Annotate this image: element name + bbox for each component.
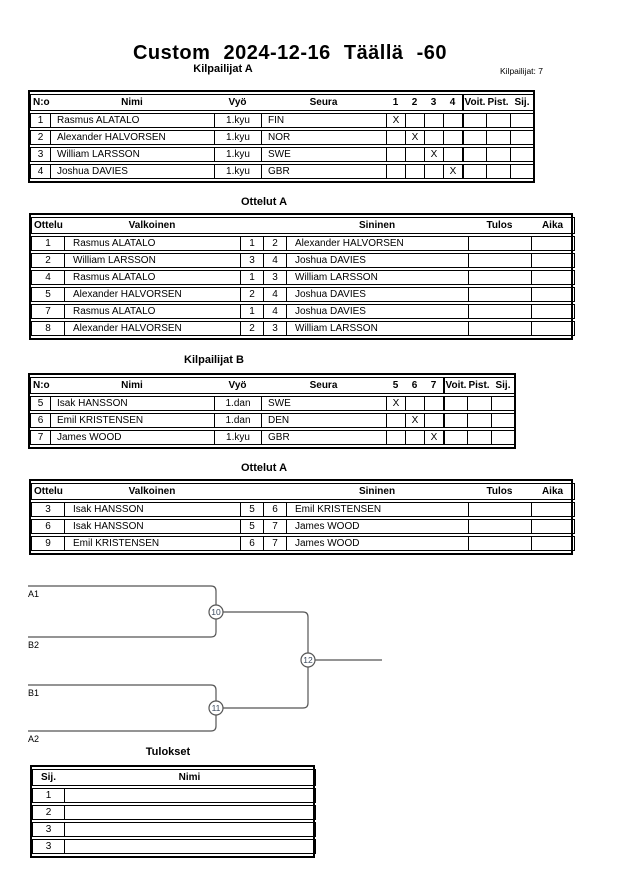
- competitor-club: SWE: [261, 396, 386, 411]
- blue-seed: 6: [263, 502, 286, 517]
- competitor-club: SWE: [261, 147, 386, 162]
- col-header-m3: 3: [424, 94, 443, 111]
- competitor-belt: 1.dan: [214, 413, 261, 428]
- mark-cell: [386, 130, 405, 145]
- competitor-number: 1: [30, 113, 50, 128]
- points-cell: [467, 396, 491, 411]
- mark-cell: [386, 413, 405, 428]
- table-row: [30, 396, 516, 411]
- results-table: [30, 765, 315, 858]
- competitor-belt: 1.kyu: [214, 130, 261, 145]
- table-row: [31, 287, 575, 302]
- competitor-belt: 1.kyu: [214, 147, 261, 162]
- result-place: 2: [32, 805, 64, 820]
- col-header-time: Aika: [531, 217, 575, 234]
- place-cell: [491, 430, 516, 445]
- white-name: Rasmus ALATALO: [64, 304, 240, 319]
- white-seed: 5: [240, 502, 263, 517]
- white-seed: 2: [240, 321, 263, 336]
- competitor-number: 2: [30, 130, 50, 145]
- time-cell: [531, 304, 575, 319]
- white-seed: 5: [240, 519, 263, 534]
- competitor-number: 6: [30, 413, 50, 428]
- time-cell: [531, 519, 575, 534]
- white-name: Isak HANSSON: [64, 519, 240, 534]
- competitor-name: James WOOD: [50, 430, 214, 445]
- blue-name: William LARSSON: [286, 270, 468, 285]
- competitor-number: 5: [30, 396, 50, 411]
- blue-name: Joshua DAVIES: [286, 287, 468, 302]
- wins-cell: [462, 147, 486, 162]
- blue-seed: 3: [263, 270, 286, 285]
- blue-seed: 4: [263, 253, 286, 268]
- matches-b-table: [29, 479, 573, 555]
- mark-cell: X: [405, 130, 424, 145]
- mark-cell: [405, 396, 424, 411]
- bracket-line-a1: [28, 586, 216, 605]
- wins-cell: [462, 130, 486, 145]
- col-header-white: Valkoinen: [64, 483, 240, 500]
- mark-cell: [386, 164, 405, 179]
- competitor-club: NOR: [261, 130, 386, 145]
- wins-cell: [443, 413, 467, 428]
- time-cell: [531, 270, 575, 285]
- bracket-line-b2: [28, 619, 216, 637]
- blue-name: Joshua DAVIES: [286, 304, 468, 319]
- mark-cell: [424, 130, 443, 145]
- blue-name: James WOOD: [286, 536, 468, 551]
- col-header-name: Nimi: [50, 377, 214, 394]
- match-number: 2: [31, 253, 64, 268]
- result-place: 3: [32, 839, 64, 854]
- mark-cell: X: [424, 430, 443, 445]
- col-header-wins: Voit.: [443, 377, 467, 394]
- time-cell: [531, 253, 575, 268]
- competitor-belt: 1.kyu: [214, 164, 261, 179]
- points-cell: [486, 164, 510, 179]
- match-number: 3: [31, 502, 64, 517]
- white-name: William LARSSON: [64, 253, 240, 268]
- competitor-name: Rasmus ALATALO: [50, 113, 214, 128]
- blue-seed: 3: [263, 321, 286, 336]
- match-number: 4: [31, 270, 64, 285]
- blue-name: James WOOD: [286, 519, 468, 534]
- competitor-club: GBR: [261, 164, 386, 179]
- result-cell: [468, 253, 531, 268]
- col-header-blue: Sininen: [286, 217, 468, 234]
- col-header-spacer1: [240, 217, 263, 234]
- bracket-line-semi1-out: [223, 612, 308, 653]
- col-header-blue: Sininen: [286, 483, 468, 500]
- time-cell: [531, 321, 575, 336]
- table-row: [30, 113, 535, 128]
- matches-b-title: Ottelut A: [240, 462, 288, 474]
- col-header-club: Seura: [261, 94, 386, 111]
- col-header-result: Tulos: [468, 483, 531, 500]
- competitor-club: GBR: [261, 430, 386, 445]
- points-cell: [486, 147, 510, 162]
- result-name: [64, 822, 316, 837]
- col-header-no: N:o: [30, 94, 50, 111]
- white-seed: 3: [240, 253, 263, 268]
- result-cell: [468, 519, 531, 534]
- table-row: [31, 253, 575, 268]
- col-header-match: Ottelu: [31, 217, 64, 234]
- wins-cell: [462, 164, 486, 179]
- table-row: [31, 270, 575, 285]
- col-header-place: Sij.: [510, 94, 535, 111]
- match-number-semi2: 11: [211, 703, 221, 713]
- result-cell: [468, 502, 531, 517]
- col-header-white: Valkoinen: [64, 217, 240, 234]
- table-row: [32, 805, 316, 820]
- mark-cell: X: [386, 113, 405, 128]
- mark-cell: [443, 147, 462, 162]
- competitor-number: 7: [30, 430, 50, 445]
- col-header-m4: 4: [443, 94, 462, 111]
- result-cell: [468, 270, 531, 285]
- competitor-name: Joshua DAVIES: [50, 164, 214, 179]
- result-cell: [468, 304, 531, 319]
- col-header-m2: 6: [405, 377, 424, 394]
- match-number: 8: [31, 321, 64, 336]
- blue-seed: 7: [263, 519, 286, 534]
- result-cell: [468, 321, 531, 336]
- mark-cell: [386, 147, 405, 162]
- wins-cell: [462, 113, 486, 128]
- competitor-belt: 1.kyu: [214, 113, 261, 128]
- competitor-belt: 1.kyu: [214, 430, 261, 445]
- competitor-number: 3: [30, 147, 50, 162]
- place-cell: [510, 147, 535, 162]
- matches-a-title: Ottelut A: [240, 196, 288, 208]
- match-number-semi1: 10: [211, 607, 221, 617]
- white-name: Emil KRISTENSEN: [64, 536, 240, 551]
- blue-seed: 2: [263, 236, 286, 251]
- bracket-slot-b1: B1: [28, 688, 40, 698]
- table-row: [32, 822, 316, 837]
- col-header-time: Aika: [531, 483, 575, 500]
- competitor-name: Alexander HALVORSEN: [50, 130, 214, 145]
- bracket-line-a2: [28, 715, 216, 731]
- competitor-belt: 1.dan: [214, 396, 261, 411]
- place-cell: [491, 396, 516, 411]
- col-header-result: Tulos: [468, 217, 531, 234]
- blue-name: Emil KRISTENSEN: [286, 502, 468, 517]
- white-name: Rasmus ALATALO: [64, 270, 240, 285]
- matches-b-header-row: [31, 483, 575, 500]
- table-row: [30, 164, 535, 179]
- results-title: Tulokset: [145, 746, 191, 758]
- match-number: 6: [31, 519, 64, 534]
- col-header-name: Nimi: [50, 94, 214, 111]
- col-header-wins: Voit.: [462, 94, 486, 111]
- blue-name: Alexander HALVORSEN: [286, 236, 468, 251]
- wins-cell: [443, 396, 467, 411]
- pool-a-table: [28, 90, 535, 183]
- col-header-points: Pist.: [486, 94, 510, 111]
- col-header-name: Nimi: [64, 769, 316, 786]
- time-cell: [531, 536, 575, 551]
- mark-cell: [405, 113, 424, 128]
- mark-cell: X: [405, 413, 424, 428]
- table-row: [30, 413, 516, 428]
- col-header-m1: 1: [386, 94, 405, 111]
- competitor-club: DEN: [261, 413, 386, 428]
- result-place: 3: [32, 822, 64, 837]
- white-seed: 1: [240, 236, 263, 251]
- bracket-line-b1: [28, 685, 216, 701]
- table-row: [30, 130, 535, 145]
- mark-cell: [443, 130, 462, 145]
- mark-cell: [405, 164, 424, 179]
- pool-b-header-row: [30, 377, 516, 394]
- match-number: 7: [31, 304, 64, 319]
- blue-name: Joshua DAVIES: [286, 253, 468, 268]
- mark-cell: X: [424, 147, 443, 162]
- match-number-final: 12: [303, 655, 313, 665]
- table-row: [32, 788, 316, 803]
- white-seed: 1: [240, 270, 263, 285]
- place-cell: [491, 413, 516, 428]
- col-header-m2: 2: [405, 94, 424, 111]
- col-header-spacer1: [240, 483, 263, 500]
- mark-cell: X: [443, 164, 462, 179]
- place-cell: [510, 113, 535, 128]
- points-cell: [467, 413, 491, 428]
- col-header-club: Seura: [261, 377, 386, 394]
- place-cell: [510, 164, 535, 179]
- mark-cell: [443, 113, 462, 128]
- col-header-belt: Vyö: [214, 94, 261, 111]
- mark-cell: [386, 430, 405, 445]
- blue-seed: 7: [263, 536, 286, 551]
- col-header-points: Pist.: [467, 377, 491, 394]
- match-number: 1: [31, 236, 64, 251]
- col-header-no: N:o: [30, 377, 50, 394]
- place-cell: [510, 130, 535, 145]
- competitor-number: 4: [30, 164, 50, 179]
- bracket-slot-b2: B2: [28, 640, 40, 650]
- pool-b-table: [28, 373, 516, 449]
- table-row: [32, 839, 316, 854]
- mark-cell: [405, 147, 424, 162]
- competitor-name: William LARSSON: [50, 147, 214, 162]
- competitors-count: Kilpailijat: 7: [500, 66, 543, 76]
- white-name: Alexander HALVORSEN: [64, 287, 240, 302]
- white-name: Isak HANSSON: [64, 502, 240, 517]
- match-number: 9: [31, 536, 64, 551]
- time-cell: [531, 236, 575, 251]
- bracket-diagram: [0, 575, 630, 765]
- time-cell: [531, 502, 575, 517]
- competitor-club: FIN: [261, 113, 386, 128]
- match-number: 5: [31, 287, 64, 302]
- result-name: [64, 839, 316, 854]
- white-seed: 6: [240, 536, 263, 551]
- points-cell: [486, 130, 510, 145]
- blue-seed: 4: [263, 287, 286, 302]
- white-name: Alexander HALVORSEN: [64, 321, 240, 336]
- mark-cell: [405, 430, 424, 445]
- competitor-name: Emil KRISTENSEN: [50, 413, 214, 428]
- pool-b-title: Kilpailijat B: [184, 354, 244, 366]
- result-cell: [468, 536, 531, 551]
- time-cell: [531, 287, 575, 302]
- white-name: Rasmus ALATALO: [64, 236, 240, 251]
- col-header-match: Ottelu: [31, 483, 64, 500]
- result-place: 1: [32, 788, 64, 803]
- competitor-name: Isak HANSSON: [50, 396, 214, 411]
- result-name: [64, 788, 316, 803]
- col-header-place: Sij.: [491, 377, 516, 394]
- col-header-m1: 5: [386, 377, 405, 394]
- result-cell: [468, 236, 531, 251]
- results-header-row: [32, 769, 316, 786]
- blue-seed: 4: [263, 304, 286, 319]
- table-row: [30, 430, 516, 445]
- mark-cell: [424, 396, 443, 411]
- col-header-m3: 7: [424, 377, 443, 394]
- white-seed: 2: [240, 287, 263, 302]
- table-row: [31, 236, 575, 251]
- matches-a-header-row: [31, 217, 575, 234]
- table-row: [31, 321, 575, 336]
- col-header-spacer2: [263, 483, 286, 500]
- mark-cell: [424, 413, 443, 428]
- table-row: [31, 502, 575, 517]
- table-row: [30, 147, 535, 162]
- page-title: Custom 2024-12-16 Täällä -60: [132, 42, 448, 64]
- points-cell: [486, 113, 510, 128]
- pool-a-title: Kilpailijat A: [193, 63, 253, 75]
- pool-a-header-row: [30, 94, 535, 111]
- mark-cell: X: [386, 396, 405, 411]
- col-header-belt: Vyö: [214, 377, 261, 394]
- mark-cell: [424, 113, 443, 128]
- wins-cell: [443, 430, 467, 445]
- col-header-place: Sij.: [32, 769, 64, 786]
- table-row: [31, 304, 575, 319]
- bracket-slot-a1: A1: [28, 589, 40, 599]
- bracket-slot-a2: A2: [28, 734, 40, 744]
- white-seed: 1: [240, 304, 263, 319]
- bracket-line-semi2-out: [223, 667, 308, 708]
- points-cell: [467, 430, 491, 445]
- result-cell: [468, 287, 531, 302]
- col-header-spacer2: [263, 217, 286, 234]
- blue-name: William LARSSON: [286, 321, 468, 336]
- mark-cell: [424, 164, 443, 179]
- table-row: [31, 536, 575, 551]
- table-row: [31, 519, 575, 534]
- result-name: [64, 805, 316, 820]
- matches-a-table: [29, 213, 573, 340]
